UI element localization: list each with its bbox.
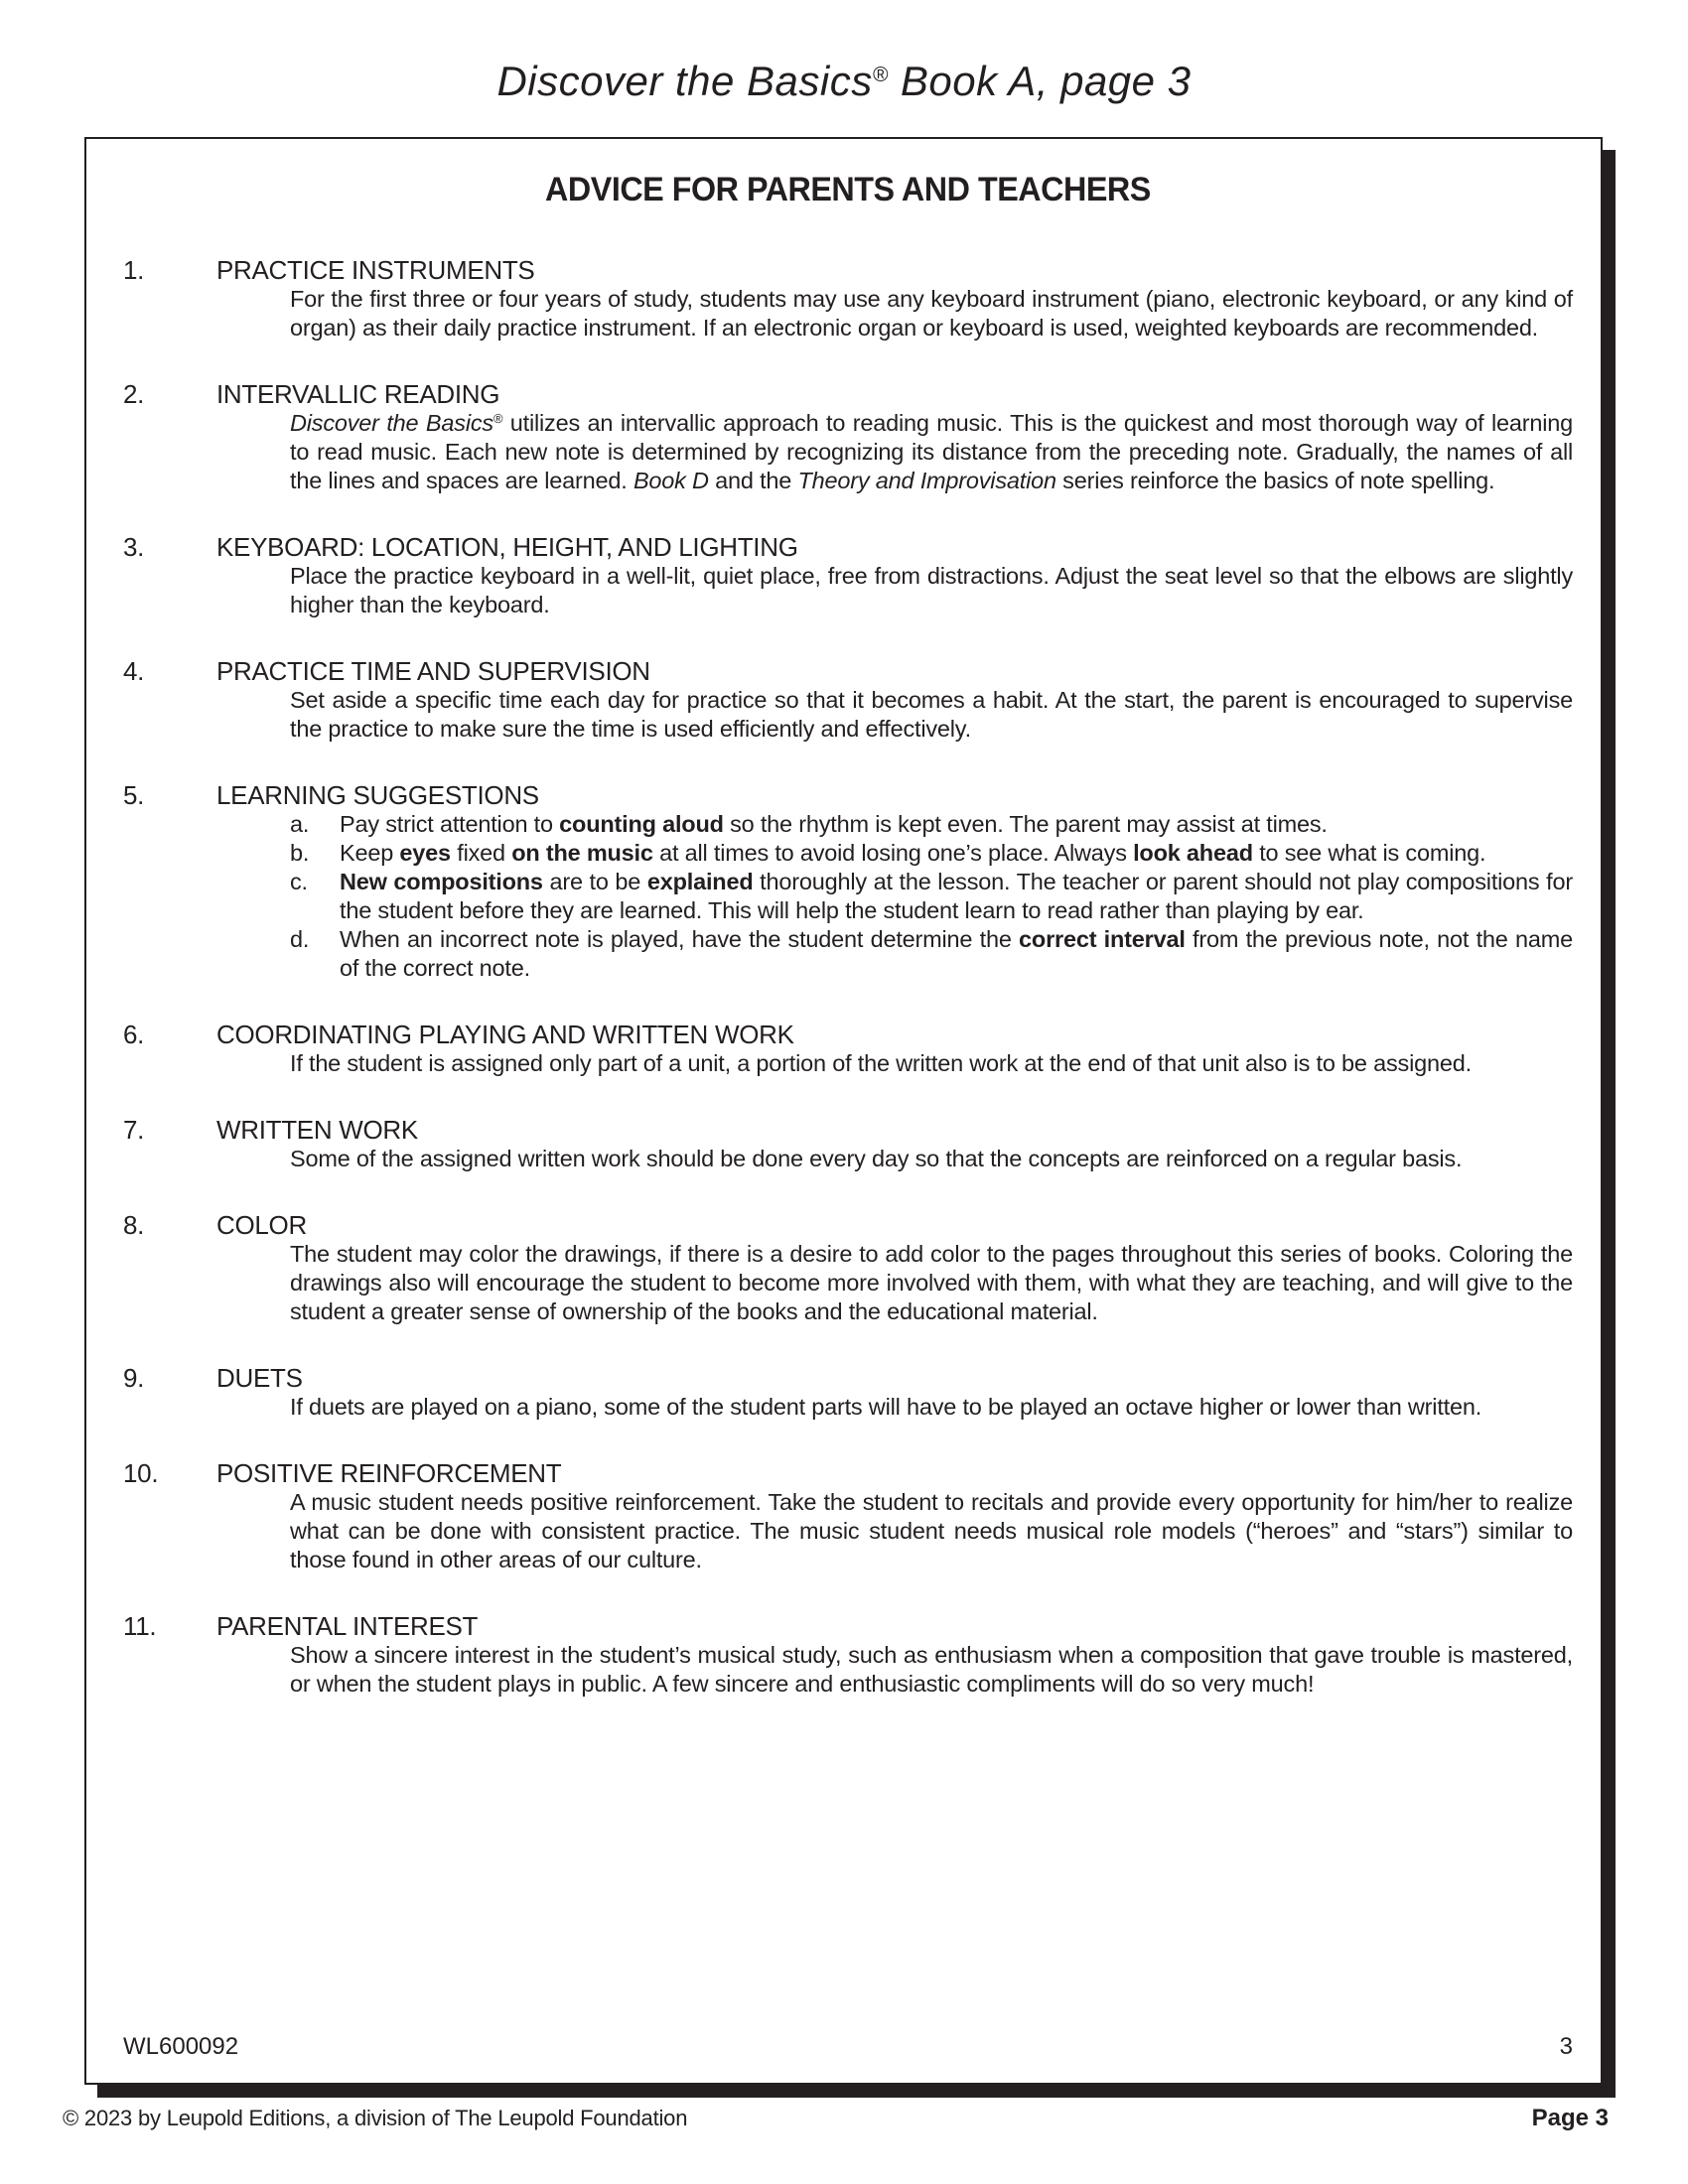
sub-item-list: [290, 810, 1573, 983]
page-label: Page 3: [1531, 2105, 1609, 2131]
page-header-title: Discover the Basics® Book A, page 3: [496, 58, 1192, 104]
item-number: 5.: [123, 780, 145, 810]
advice-item-6: [123, 1020, 1573, 1078]
item-heading: POSITIVE REINFORCEMENT: [216, 1458, 562, 1488]
item-heading: PRACTICE INSTRUMENTS: [216, 255, 535, 285]
item-content: [216, 656, 1573, 744]
item-number: 7.: [123, 1115, 145, 1145]
item-body: Some of the assigned written work should be done every day so that the concepts are reinforced on a regular basis.: [290, 1146, 1463, 1171]
item-heading: COLOR: [216, 1210, 307, 1240]
item-number: 10.: [123, 1458, 159, 1488]
item-body: If duets are played on a piano, some of the student parts will have to be played an octave higher or lower than written.: [290, 1394, 1482, 1420]
advice-item-10: [123, 1458, 1573, 1574]
advice-item-2: [123, 379, 1573, 495]
page-footer: [63, 2105, 1609, 2132]
sub-item-letter: a.: [290, 811, 310, 837]
item-heading: KEYBOARD: LOCATION, HEIGHT, AND LIGHTING: [216, 532, 798, 562]
sub-item-letter: c.: [290, 869, 308, 894]
sub-item-d: [290, 925, 1573, 983]
item-content: [216, 1363, 1573, 1422]
sub-item-text: When an incorrect note is played, have the student determine the correct interval from the previous note, not the name of the correct note.: [340, 926, 1573, 981]
item-heading: WRITTEN WORK: [216, 1115, 418, 1145]
advice-item-7: [123, 1115, 1573, 1173]
item-content: [216, 255, 1573, 342]
item-number: 8.: [123, 1210, 145, 1240]
item-content: [216, 379, 1573, 495]
advice-item-3: [123, 532, 1573, 619]
item-body: Set aside a specific time each day for practice so that it becomes a habit. At the start, the parent is encouraged to supervise the practice to make sure the time is used efficiently and effectively.: [290, 687, 1573, 742]
advice-item-11: [123, 1611, 1573, 1699]
advice-title: [123, 171, 1573, 209]
advice-title-text: ADVICE FOR PARENTS AND TEACHERS: [545, 171, 1151, 208]
box-footer: [123, 2033, 1573, 2061]
item-content: [216, 1210, 1573, 1326]
sub-item-text: Keep eyes fixed on the music at all times to avoid losing one’s place. Always look ahead to see what is coming.: [340, 840, 1486, 866]
sub-item-a: [290, 810, 1573, 839]
item-body: For the first three or four years of study, students may use any keyboard instrument (piano, electronic keyboard, or any kind of organ) as their daily practice instrument. If an electronic organ or keyboard is used, weighted keyboards are recommended.: [290, 286, 1573, 341]
item-heading: PARENTAL INTEREST: [216, 1611, 479, 1641]
advice-item-9: [123, 1363, 1573, 1422]
item-number: 9.: [123, 1363, 145, 1393]
item-content: [216, 532, 1573, 619]
item-content: [216, 1115, 1573, 1173]
sub-item-letter: b.: [290, 840, 310, 866]
item-body: If the student is assigned only part of a unit, a portion of the written work at the end of that unit also is to be assigned.: [290, 1050, 1472, 1076]
item-number: 6.: [123, 1020, 145, 1049]
item-body: Place the practice keyboard in a well-lit, quiet place, free from distractions. Adjust the seat level so that the elbows are slightly higher than the keyboard.: [290, 563, 1573, 617]
advice-item-8: [123, 1210, 1573, 1326]
box-page-number: 3: [1559, 2033, 1573, 2060]
item-body: Discover the Basics® utilizes an intervallic approach to reading music. This is the quickest and most thorough way of learning to read music. Each new note is determined by recognizing its distance from the preceding note. Gradually, the names of all the lines and spaces are learned. Book D and the Theory and Improvisation series reinforce the basics of note spelling.: [290, 410, 1573, 493]
item-content: [216, 1611, 1573, 1699]
sub-item-c: [290, 868, 1573, 925]
item-content: [216, 1020, 1573, 1078]
sub-item-text: New compositions are to be explained thoroughly at the lesson. The teacher or parent should not play compositions for the student before they are learned. This will help the student learn to read rather than playing by ear.: [340, 869, 1573, 923]
item-heading: PRACTICE TIME AND SUPERVISION: [216, 656, 650, 686]
sub-item-b: [290, 839, 1573, 868]
item-body: A music student needs positive reinforcement. Take the student to recitals and provide every opportunity for him/her to realize what can be done with consistent practice. The music student needs musical role models (“heroes” and “stars”) similar to those found in other areas of our culture.: [290, 1489, 1573, 1572]
advice-item-5: [123, 780, 1573, 983]
item-body: Show a sincere interest in the student’s musical study, such as enthusiasm when a composition that gave trouble is mastered, or when the student plays in public. A few sincere and enthusiastic compliments will do so very much!: [290, 1642, 1573, 1697]
content-box: [84, 137, 1603, 2085]
item-body: The student may color the drawings, if there is a desire to add color to the pages throughout this series of books. Coloring the drawings also will encourage the student to become more involved with them, with what they are teaching, and will give to the student a greater sense of ownership of the books and the educational material.: [290, 1241, 1573, 1324]
item-number: 4.: [123, 656, 145, 686]
advice-item-1: [123, 255, 1573, 342]
item-heading: DUETS: [216, 1363, 303, 1393]
catalog-number: WL600092: [123, 2033, 239, 2060]
copyright-text: © 2023 by Leupold Editions, a division of The Leupold Foundation: [63, 2106, 688, 2130]
item-content: [216, 780, 1573, 983]
item-number: 11.: [123, 1611, 157, 1641]
advice-item-4: [123, 656, 1573, 744]
sub-item-text: Pay strict attention to counting aloud so the rhythm is kept even. The parent may assist at times.: [340, 811, 1328, 837]
item-number: 2.: [123, 379, 145, 409]
sub-item-letter: d.: [290, 926, 310, 952]
item-heading: COORDINATING PLAYING AND WRITTEN WORK: [216, 1020, 794, 1049]
item-number: 1.: [123, 255, 145, 285]
item-heading: INTERVALLIC READING: [216, 379, 500, 409]
item-number: 3.: [123, 532, 145, 562]
item-content: [216, 1458, 1573, 1574]
item-heading: LEARNING SUGGESTIONS: [216, 780, 539, 810]
